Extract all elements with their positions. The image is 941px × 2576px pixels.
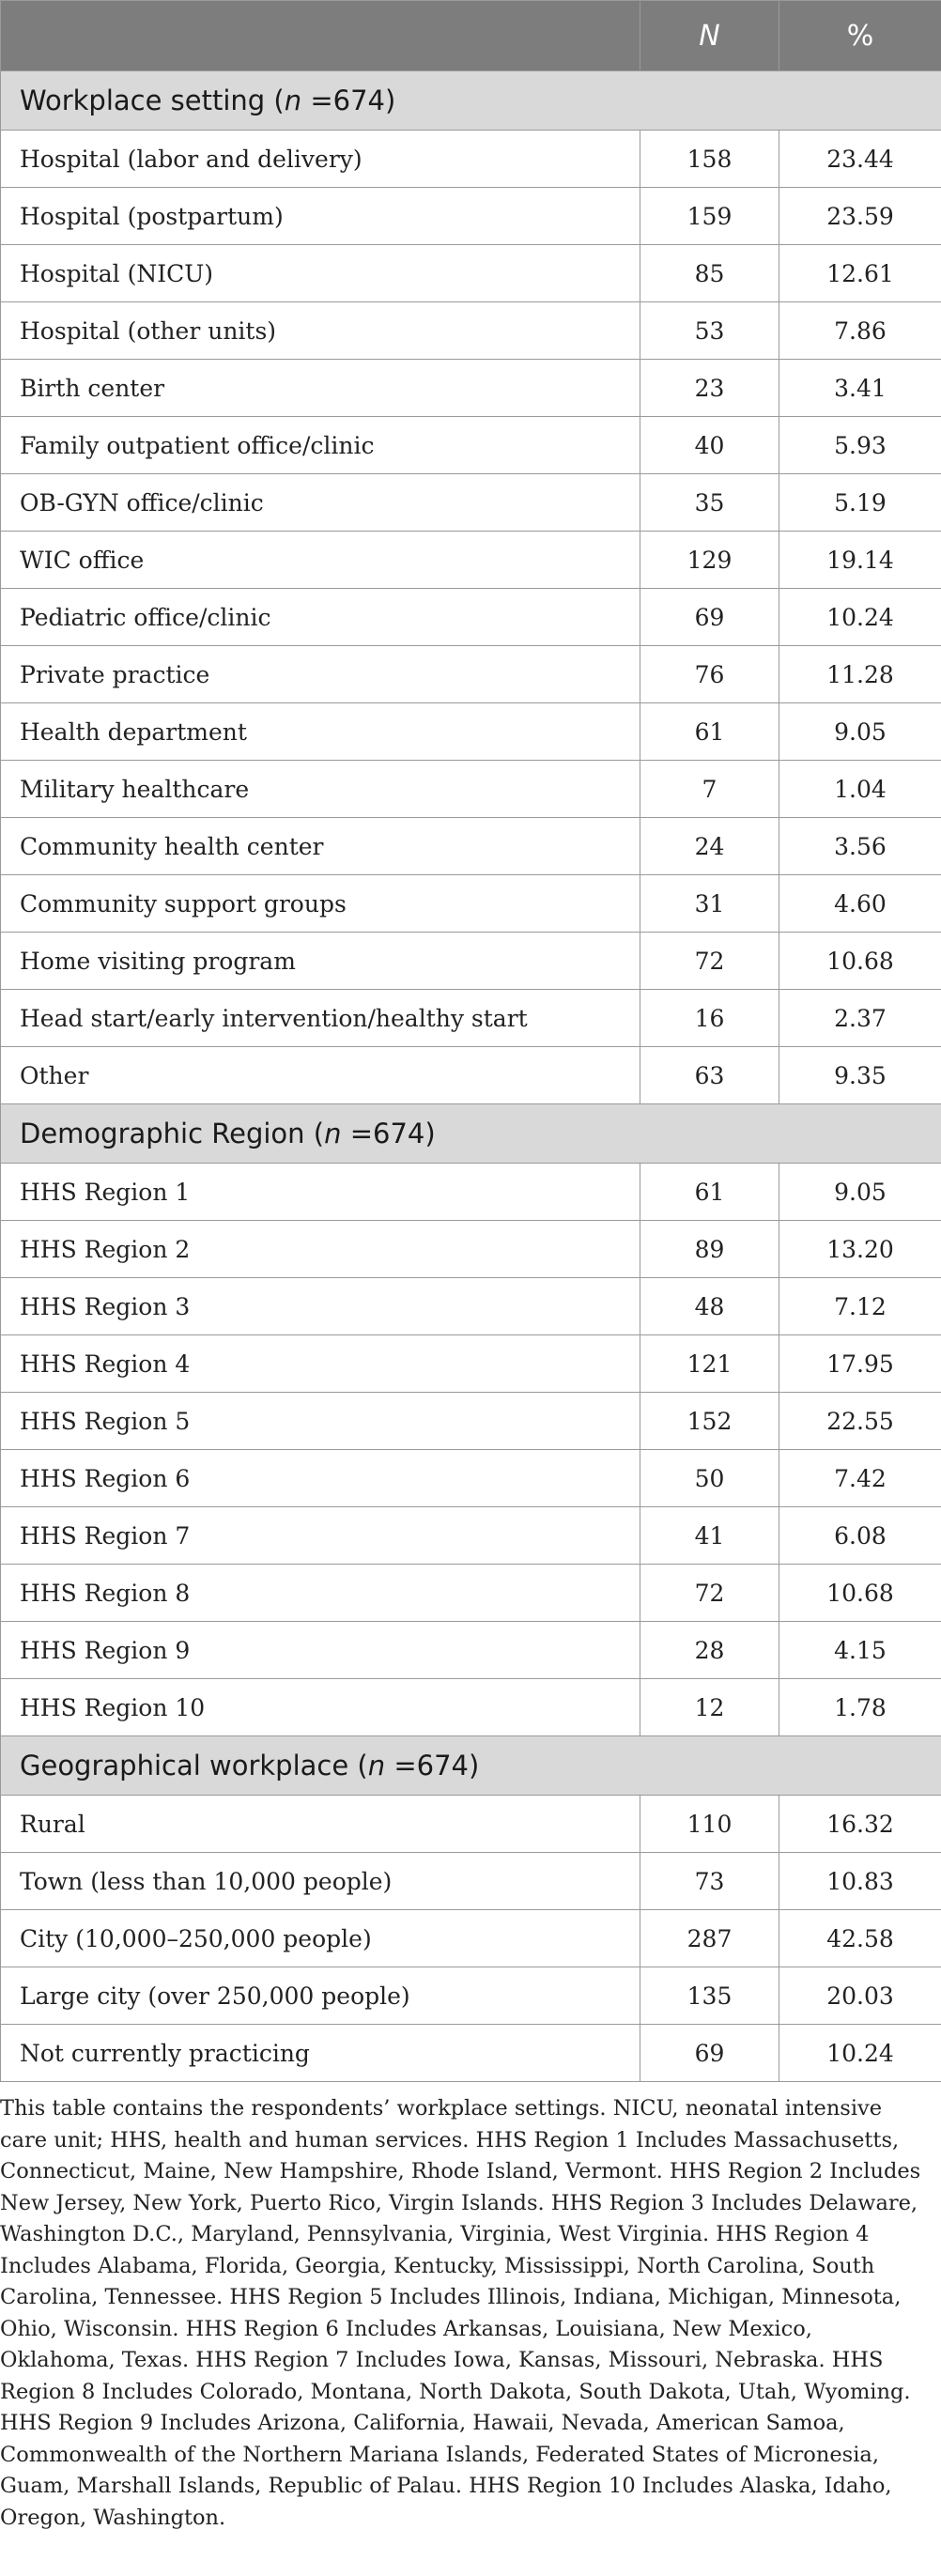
row-n-value: 110 — [640, 1796, 779, 1853]
table-row — [1, 1164, 941, 1221]
row-pct-value: 17.95 — [779, 1335, 941, 1393]
row-label: HHS Region 1 — [1, 1164, 640, 1221]
row-pct-value: 1.78 — [779, 1679, 941, 1736]
section-title-n: n — [324, 1118, 342, 1149]
row-pct-value: 23.59 — [779, 188, 941, 245]
row-pct-value: 23.44 — [779, 131, 941, 188]
header-pct-cell: % — [779, 1, 941, 71]
row-label: HHS Region 7 — [1, 1507, 640, 1565]
row-label: Hospital (NICU) — [1, 245, 640, 302]
section-title-suffix: =674) — [301, 85, 396, 116]
table-row — [1, 1278, 941, 1335]
row-pct-value: 9.05 — [779, 1164, 941, 1221]
table-row — [1, 532, 941, 589]
row-label: Large city (over 250,000 people) — [1, 1967, 640, 2025]
table-row — [1, 1565, 941, 1622]
row-n-value: 61 — [640, 1164, 779, 1221]
row-n-value: 85 — [640, 245, 779, 302]
row-label: Not currently practicing — [1, 2025, 640, 2082]
section-title — [1, 71, 941, 131]
section-title-n: n — [284, 85, 302, 116]
section-title-suffix: =674) — [385, 1750, 480, 1782]
row-n-value: 287 — [640, 1910, 779, 1967]
table-row — [1, 589, 941, 646]
row-n-value: 31 — [640, 875, 779, 933]
row-label: OB-GYN office/clinic — [1, 474, 640, 532]
row-n-value: 72 — [640, 1565, 779, 1622]
table-row — [1, 131, 941, 188]
row-label: Community support groups — [1, 875, 640, 933]
row-pct-value: 10.24 — [779, 2025, 941, 2082]
table-row — [1, 474, 941, 532]
row-pct-value: 22.55 — [779, 1393, 941, 1450]
header-row — [1, 1, 941, 71]
table-row — [1, 417, 941, 474]
row-n-value: 89 — [640, 1221, 779, 1278]
table-row — [1, 1047, 941, 1104]
header-label-cell — [1, 1, 640, 71]
row-n-value: 129 — [640, 532, 779, 589]
section-title-n: n — [367, 1750, 386, 1782]
row-label: Other — [1, 1047, 640, 1104]
row-label: HHS Region 6 — [1, 1450, 640, 1507]
row-n-value: 72 — [640, 933, 779, 990]
table-row — [1, 761, 941, 818]
section-title-prefix: Workplace setting ( — [20, 85, 285, 116]
table-row — [1, 1679, 941, 1736]
row-pct-value: 4.60 — [779, 875, 941, 933]
table-row — [1, 2025, 941, 2082]
table-row — [1, 360, 941, 417]
row-label: Home visiting program — [1, 933, 640, 990]
row-n-value: 28 — [640, 1622, 779, 1679]
row-n-value: 50 — [640, 1450, 779, 1507]
row-n-value: 152 — [640, 1393, 779, 1450]
header-n-cell — [640, 1, 779, 71]
row-label: Family outpatient office/clinic — [1, 417, 640, 474]
section-header-row — [1, 71, 941, 131]
row-n-value: 135 — [640, 1967, 779, 2025]
row-pct-value: 3.56 — [779, 818, 941, 875]
row-label: Birth center — [1, 360, 640, 417]
table-row — [1, 933, 941, 990]
section-title-prefix: Demographic Region ( — [20, 1118, 325, 1149]
row-pct-value: 3.41 — [779, 360, 941, 417]
row-label: Hospital (labor and delivery) — [1, 131, 640, 188]
row-pct-value: 10.83 — [779, 1853, 941, 1910]
table-row — [1, 646, 941, 703]
row-n-value: 12 — [640, 1679, 779, 1736]
row-pct-value: 7.86 — [779, 302, 941, 360]
row-pct-value: 9.05 — [779, 703, 941, 761]
row-pct-value: 2.37 — [779, 990, 941, 1047]
row-pct-value: 16.32 — [779, 1796, 941, 1853]
table-row — [1, 302, 941, 360]
table-row — [1, 1221, 941, 1278]
row-n-value: 41 — [640, 1507, 779, 1565]
row-n-value: 40 — [640, 417, 779, 474]
row-n-value: 76 — [640, 646, 779, 703]
row-label: HHS Region 5 — [1, 1393, 640, 1450]
row-label: Town (less than 10,000 people) — [1, 1853, 640, 1910]
row-n-value: 7 — [640, 761, 779, 818]
row-n-value: 35 — [640, 474, 779, 532]
row-n-value: 69 — [640, 2025, 779, 2082]
section-title — [1, 1104, 941, 1164]
table-row — [1, 1622, 941, 1679]
row-pct-value: 9.35 — [779, 1047, 941, 1104]
row-label: Health department — [1, 703, 640, 761]
row-label: HHS Region 2 — [1, 1221, 640, 1278]
section-header-row — [1, 1104, 941, 1164]
section-title-suffix: =674) — [341, 1118, 436, 1149]
row-pct-value: 20.03 — [779, 1967, 941, 2025]
row-pct-value: 7.12 — [779, 1278, 941, 1335]
row-pct-value: 6.08 — [779, 1507, 941, 1565]
row-label: Pediatric office/clinic — [1, 589, 640, 646]
row-n-value: 48 — [640, 1278, 779, 1335]
table-row — [1, 245, 941, 302]
row-label: HHS Region 10 — [1, 1679, 640, 1736]
section-header-row — [1, 1736, 941, 1796]
row-label: Rural — [1, 1796, 640, 1853]
row-pct-value: 1.04 — [779, 761, 941, 818]
row-label: City (10,000–250,000 people) — [1, 1910, 640, 1967]
row-n-value: 159 — [640, 188, 779, 245]
row-pct-value: 42.58 — [779, 1910, 941, 1967]
table-body — [1, 71, 941, 2082]
row-pct-value: 13.20 — [779, 1221, 941, 1278]
table-row — [1, 1910, 941, 1967]
section-title-prefix: Geographical workplace ( — [20, 1750, 368, 1782]
row-pct-value: 5.19 — [779, 474, 941, 532]
row-label: Private practice — [1, 646, 640, 703]
table-header — [1, 1, 941, 71]
row-n-value: 73 — [640, 1853, 779, 1910]
table-row — [1, 1450, 941, 1507]
row-n-value: 23 — [640, 360, 779, 417]
row-label: HHS Region 4 — [1, 1335, 640, 1393]
row-n-value: 63 — [640, 1047, 779, 1104]
row-label: WIC office — [1, 532, 640, 589]
row-pct-value: 7.42 — [779, 1450, 941, 1507]
row-pct-value: 19.14 — [779, 532, 941, 589]
table-row — [1, 990, 941, 1047]
row-n-value: 53 — [640, 302, 779, 360]
table-row — [1, 188, 941, 245]
header-n-label: N — [699, 19, 720, 53]
table-row — [1, 1967, 941, 2025]
row-pct-value: 10.68 — [779, 1565, 941, 1622]
row-pct-value: 4.15 — [779, 1622, 941, 1679]
row-n-value: 24 — [640, 818, 779, 875]
row-pct-value: 10.24 — [779, 589, 941, 646]
row-label: Community health center — [1, 818, 640, 875]
row-label: Hospital (other units) — [1, 302, 640, 360]
row-label: Military healthcare — [1, 761, 640, 818]
row-label: HHS Region 8 — [1, 1565, 640, 1622]
table-row — [1, 1796, 941, 1853]
table-row — [1, 1335, 941, 1393]
row-pct-value: 5.93 — [779, 417, 941, 474]
row-pct-value: 10.68 — [779, 933, 941, 990]
table-row — [1, 1853, 941, 1910]
row-n-value: 121 — [640, 1335, 779, 1393]
row-pct-value: 12.61 — [779, 245, 941, 302]
table-row — [1, 818, 941, 875]
row-n-value: 158 — [640, 131, 779, 188]
row-pct-value: 11.28 — [779, 646, 941, 703]
row-label: Hospital (postpartum) — [1, 188, 640, 245]
row-label: HHS Region 3 — [1, 1278, 640, 1335]
table-row — [1, 875, 941, 933]
table-row — [1, 703, 941, 761]
row-label: HHS Region 9 — [1, 1622, 640, 1679]
table-footnote: This table contains the respondents’ workplace settings. NICU, neonatal intensive care unit; HHS, health and human services. HHS Region 1 Includes Massachusetts, Connecticut, Maine, New Hampshire, Rhode Island, Vermont. HHS Region 2 Includes New Jersey, New York, Puerto Rico, Virgin Islands. HHS Region 3 Includes Delaware, Washington D.C., Maryland, Pennsylvania, Virginia, West Virginia. HHS Region 4 Includes Alabama, Florida, Georgia, Kentucky, Mississippi, North Carolina, South Carolina, Tennessee. HHS Region 5 Includes Illinois, Indiana, Michigan, Minnesota, Ohio, Wisconsin. HHS Region 6 Includes Arkansas, Louisiana, New Mexico, Oklahoma, Texas. HHS Region 7 Includes Iowa, Kansas, Missouri, Nebraska. HHS Region 8 Includes Colorado, Montana, North Dakota, South Dakota, Utah, Wyoming. HHS Region 9 Includes Arizona, California, Hawaii, Nevada, American Samoa, Commonwealth of the Northern Mariana Islands, Federated States of Micronesia, Guam, Marshall Islands, Republic of Palau. HHS Region 10 Includes Alaska, Idaho, Oregon, Washington. — [0, 2096, 921, 2530]
table-row — [1, 1507, 941, 1565]
table-row — [1, 1393, 941, 1450]
row-n-value: 16 — [640, 990, 779, 1047]
row-n-value: 61 — [640, 703, 779, 761]
section-title — [1, 1736, 941, 1796]
row-label: Head start/early intervention/healthy start — [1, 990, 640, 1047]
row-n-value: 69 — [640, 589, 779, 646]
